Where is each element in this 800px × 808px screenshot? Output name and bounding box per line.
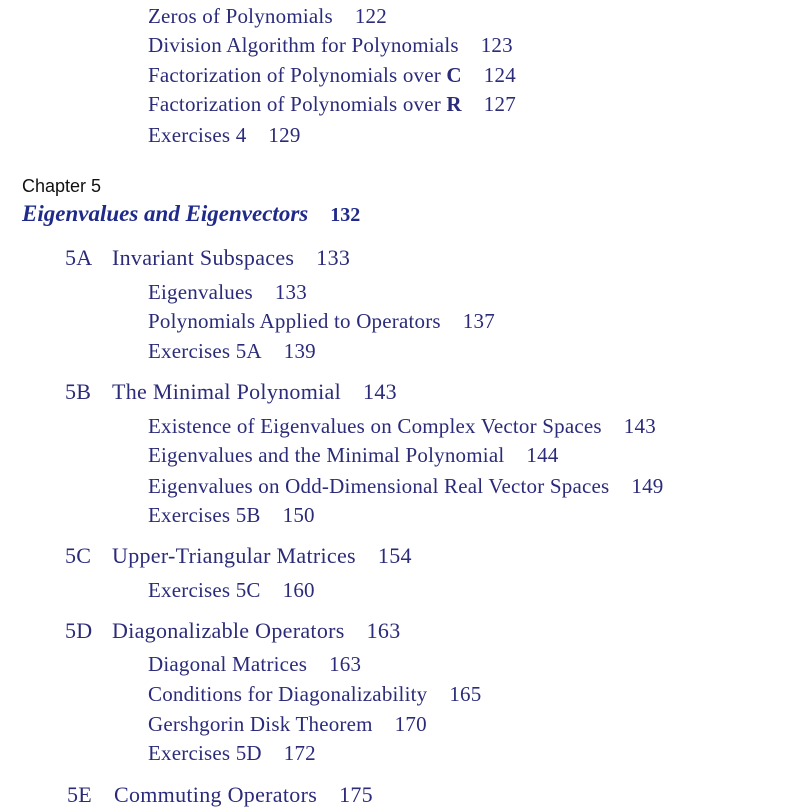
toc-entry-page: 124: [483, 63, 516, 87]
toc-entry-page: 150: [282, 503, 315, 527]
toc-entry-page: 144: [526, 443, 559, 467]
toc-entry[interactable]: [148, 443, 559, 468]
toc-entry-title: Eigenvalues: [148, 280, 253, 304]
section-heading-5b[interactable]: [65, 379, 397, 405]
chapter-title[interactable]: [22, 201, 360, 227]
toc-entry-title: Eigenvalues and the Minimal Polynomial: [148, 443, 505, 467]
toc-entry-title: Factorization of Polynomials over: [148, 63, 447, 87]
toc-entry-page: 143: [623, 414, 656, 438]
section-heading-5a[interactable]: [65, 245, 350, 271]
toc-entry[interactable]: [148, 123, 301, 148]
section-number: 5A: [65, 245, 93, 270]
toc-entry-page: 137: [462, 309, 495, 333]
section-number: 5E: [67, 782, 93, 807]
section-title: The Minimal Polynomial: [112, 379, 342, 404]
toc-entry-page: 129: [268, 123, 301, 147]
toc-entry-title: Eigenvalues on Odd-Dimensional Real Vector Spaces: [148, 474, 610, 498]
toc-entry[interactable]: [148, 741, 316, 766]
toc-entry-title: Diagonal Matrices: [148, 652, 308, 676]
toc-entry-page: 122: [354, 4, 387, 28]
section-title: Diagonalizable Operators: [112, 618, 345, 643]
toc-entry[interactable]: [148, 92, 516, 117]
toc-entry-page: 133: [274, 280, 307, 304]
toc-entry[interactable]: [148, 414, 656, 439]
complex-field-symbol: C: [446, 63, 462, 87]
toc-entry[interactable]: [148, 309, 495, 334]
section-number: 5C: [65, 543, 92, 568]
section-heading-5e[interactable]: [67, 782, 373, 808]
toc-entry-page: 123: [480, 33, 513, 57]
toc-entry[interactable]: [148, 503, 315, 528]
section-number: 5D: [65, 618, 93, 643]
section-title: Invariant Subspaces: [112, 245, 295, 270]
chapter-title-text: Eigenvalues and Eigenvectors: [22, 201, 309, 226]
section-page: 133: [316, 245, 351, 270]
toc-entry[interactable]: [148, 280, 307, 305]
section-title: Upper-Triangular Matrices: [112, 543, 356, 568]
section-page: 143: [363, 379, 397, 404]
toc-entry[interactable]: [148, 33, 513, 58]
toc-entry[interactable]: [148, 339, 316, 364]
section-title: Commuting Operators: [114, 782, 318, 807]
toc-entry-page: 163: [329, 652, 362, 676]
real-field-symbol: R: [446, 92, 462, 116]
chapter-label: Chapter 5: [22, 176, 102, 196]
section-number: 5B: [65, 379, 92, 404]
toc-entry-title: Division Algorithm for Polynomials: [148, 33, 459, 57]
toc-entry-page: 172: [283, 741, 316, 765]
toc-entry[interactable]: [148, 652, 361, 677]
section-page: 175: [339, 782, 373, 807]
toc-entry-title: Exercises 5C: [148, 578, 261, 602]
section-page: 154: [377, 543, 412, 568]
toc-entry-page: 170: [394, 712, 427, 736]
chapter-page: 132: [330, 204, 361, 226]
toc-entry-title: Factorization of Polynomials over: [148, 92, 447, 116]
toc-entry[interactable]: [148, 712, 427, 737]
toc-entry-title: Zeros of Polynomials: [148, 4, 333, 28]
toc-entry-title: Gershgorin Disk Theorem: [148, 712, 373, 736]
toc-entry-page: 160: [282, 578, 315, 602]
toc-entry-page: 165: [449, 682, 482, 706]
toc-entry-page: 149: [631, 474, 664, 498]
toc-entry-title: Conditions for Diagonalizability: [148, 682, 428, 706]
toc-entry[interactable]: [148, 474, 664, 499]
toc-entry-page: 139: [283, 339, 316, 363]
section-heading-5d[interactable]: [65, 618, 401, 644]
toc-entry-title: Exercises 5D: [148, 741, 262, 765]
toc-entry-title: Existence of Eigenvalues on Complex Vector Spaces: [148, 414, 602, 438]
section-page: 163: [366, 618, 401, 643]
toc-entry[interactable]: [148, 682, 481, 707]
toc-entry-page: 127: [483, 92, 516, 116]
toc-entry[interactable]: [148, 63, 516, 88]
toc-entry[interactable]: [148, 578, 315, 603]
toc-entry-title: Exercises 5B: [148, 503, 261, 527]
section-heading-5c[interactable]: [65, 543, 412, 569]
toc-entry-title: Exercises 5A: [148, 339, 262, 363]
toc-entry-title: Exercises 4: [148, 123, 247, 147]
toc-entry-title: Polynomials Applied to Operators: [148, 309, 441, 333]
toc-entry[interactable]: [148, 4, 387, 29]
